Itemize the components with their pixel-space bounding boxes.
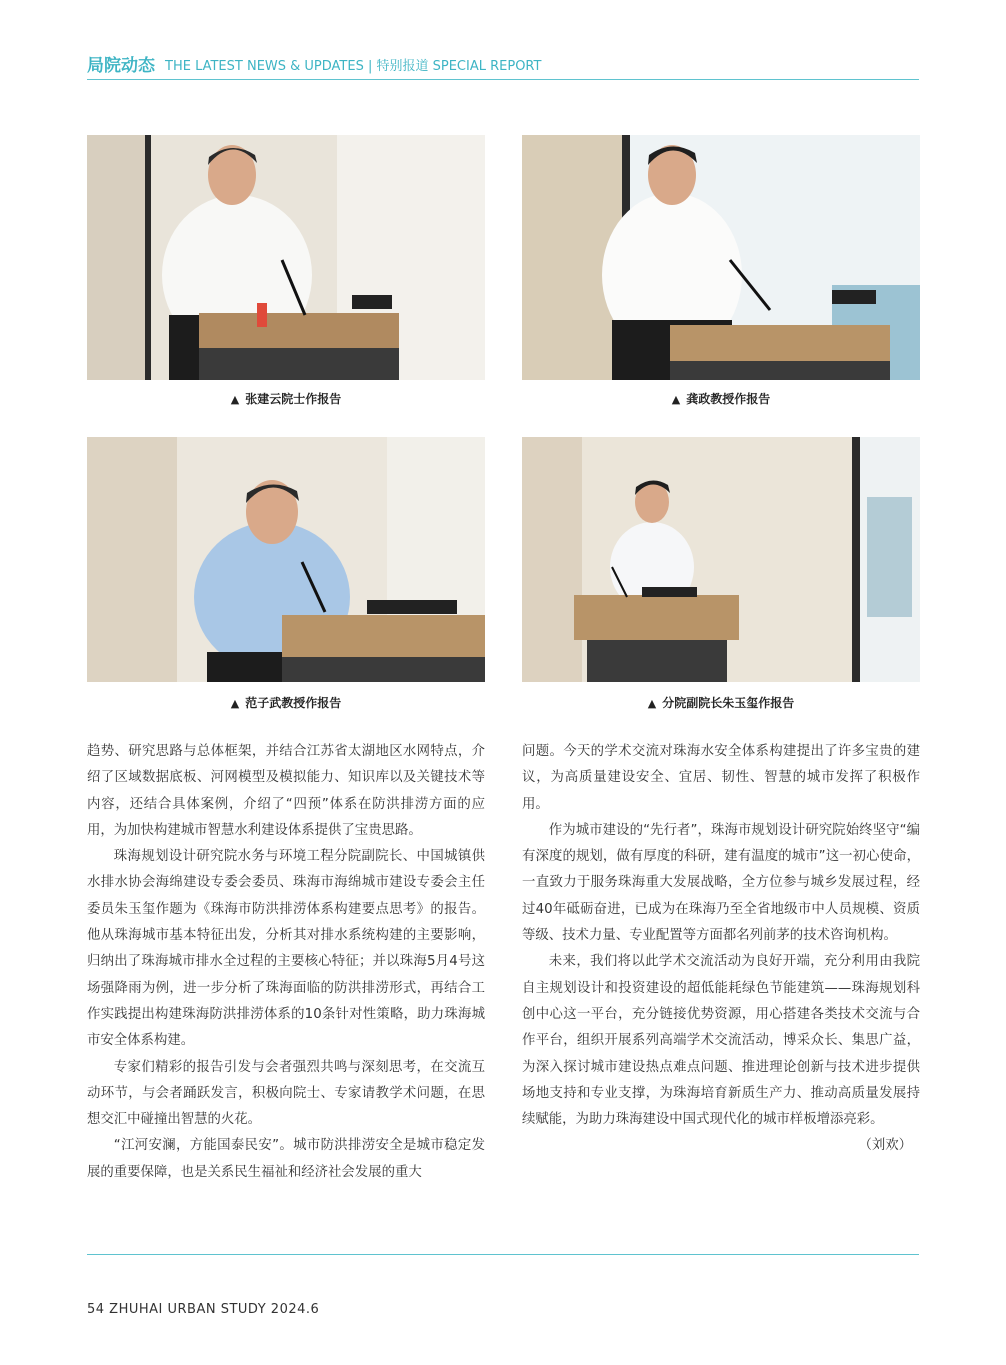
triangle-marker-icon: ▲ xyxy=(230,697,240,710)
triangle-marker-icon: ▲ xyxy=(647,697,657,710)
page-footer: 54 ZHUHAI URBAN STUDY 2024.6 xyxy=(87,1302,320,1317)
photo-speaker-2 xyxy=(522,135,920,380)
paragraph: 珠海规划设计研究院水务与环境工程分院副院长、中国城镇供水排水协会海绵建设专委会委员、珠海市海绵城市建设专委会主任委员朱玉玺作题为《珠海市防洪排涝体系构建要点思考》的报告。他从珠海城市基本特征出发，分析其对排水系统构建的主要影响，归纳出了珠海城市排水全过程的主要核心特征；并以珠海5月4号这场强降雨为例，进一步分析了珠海面临的防洪排涝形式，再结合工作实践提出构建珠海防洪排涝体系的10条针对性策略，助力珠海城市安全体系构建。 xyxy=(87,849,485,1049)
section-title-cn: 局院动态 xyxy=(87,56,155,76)
photo-speaker-4 xyxy=(522,437,920,682)
footer-rule xyxy=(87,1254,919,1255)
paragraph: 作为城市建设的“先行者”，珠海市规划设计研究院始终坚守“编有深度的规划，做有厚度的科研，建有温度的城市”这一初心使命，一直致力于服务珠海重大发展战略，全方位参与城乡发展过程，经过40年砥砺奋进，已成为在珠海乃至全省地级市中人员规模、资质等级、技术力量、专业配置等方面都名列前茅的技术咨询机构。 xyxy=(522,822,920,944)
paragraph: 未来，我们将以此学术交流活动为良好开端，充分利用由我院自主规划设计和投资建设的超低能耗绿色节能建筑——珠海规划科创中心这一平台，充分链接优势资源，用心搭建各类技术交流与合作平台，组织开展系列高端学术交流活动，博采众长、集思广益，为深入探讨城市建设热点难点问题、推进理论创新与技术进步提供场地支持和专业支撑，为珠海培育新质生产力、推动高质量发展持续赋能，为助力珠海建设中国式现代化的城市样板增添亮彩。 xyxy=(522,954,920,1128)
author-credit: （刘欢） xyxy=(858,1138,912,1154)
page-header xyxy=(87,50,919,80)
photo-caption-1: ▲ 张建云院士作报告 xyxy=(230,392,342,406)
triangle-marker-icon: ▲ xyxy=(230,393,240,406)
photo-speaker-3 xyxy=(87,437,485,682)
paragraph: 问题。今天的学术交流对珠海水安全体系构建提出了许多宝贵的建议，为高质量建设安全、宜居、韧性、智慧的城市发挥了积极作用。 xyxy=(522,744,920,812)
paragraph: 专家们精彩的报告引发与会者强烈共鸣与深刻思考，在交流互动环节，与会者踊跃发言，积极向院士、专家请教学术问题，在思想交汇中碰撞出智慧的火花。 xyxy=(87,1059,485,1128)
photo-caption-4: ▲ 分院副院长朱玉玺作报告 xyxy=(647,696,795,710)
photo-caption-3: ▲ 范子武教授作报告 xyxy=(230,696,342,710)
section-title-en: THE LATEST NEWS & UPDATES | 特别报道 SPECIAL REPORT xyxy=(165,59,542,74)
article-column-right xyxy=(522,739,920,1160)
paragraph: 趋势、研究思路与总体框架，并结合江苏省太湖地区水网特点，介绍了区域数据底板、河网模型及模拟能力、知识库以及关键技术等内容，还结合具体案例，介绍了“四预”体系在防洪排涝方面的应用，为加快构建城市智慧水利建设体系提供了宝贵思路。 xyxy=(87,744,485,838)
photo-caption-2: ▲ 龚政教授作报告 xyxy=(671,392,771,406)
article-column-left xyxy=(87,739,485,1186)
triangle-marker-icon: ▲ xyxy=(671,393,681,406)
photo-speaker-1 xyxy=(87,135,485,380)
paragraph: “江河安澜，方能国泰民安”。城市防洪排涝安全是城市稳定发展的重要保障，也是关系民生福祉和经济社会发展的重大 xyxy=(87,1138,485,1180)
header-rule xyxy=(87,79,919,80)
